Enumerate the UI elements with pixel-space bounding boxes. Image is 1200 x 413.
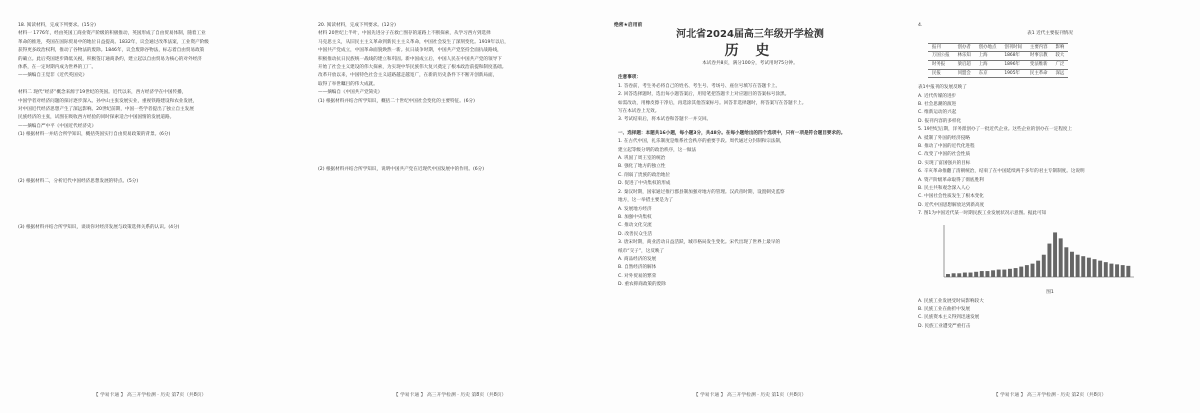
table-row [928,69,1068,78]
question-5 [918,126,1182,168]
question-line: A. 资产阶级革命取得了彻底胜利 [918,177,984,183]
table-cell: 时务报 [928,61,954,70]
material-line: ——摘编自严中平《中国近代经济史》 [18,123,97,129]
table-header-cell: 主要内容 [1026,43,1052,52]
exam-page-2 [900,0,1200,413]
option-line: C. 维新运动的兴起 [918,110,957,116]
question-line: A. 发展地方经济 [618,206,652,212]
material-line: ——摘编自王觉非《近代英国史》 [18,73,87,79]
question-line: 5. 19世纪后期，洋务派创办了一批近代企业。这些企业的创办在一定程度上 [918,127,1073,133]
bar [1064,247,1068,277]
option-line: D. 民族工业遭受严重打击 [918,323,971,329]
table-cell: 东京 [975,69,1001,78]
question-line: D. 实现了富国强兵的目标 [918,160,971,166]
question-20-sub2: (2) 根据材料并结合所学知识，说明中国共产党在近现代中国发展中的作用。(6分) [318,167,485,173]
material-line: 体系，在一定时期内成为世界的工厂。 [18,65,97,71]
question-4-text: 表1中报刊的发展反映了 [918,85,967,91]
table-cell: 同盟会 [954,69,975,78]
question-4-options [918,93,1182,127]
question-18-title: 18. 阅读材料，完成下列要求。(15分) [18,23,96,28]
reports-table [928,43,1068,78]
exam-page-1 [600,0,900,413]
question-20-title: 20. 阅读材料，完成下列要求。(12分) [318,23,396,28]
bar [1087,257,1091,276]
page-footer: 【 学易卡通 】 高三开学检测 · 历史 第7页（共8页） [93,392,207,398]
table-cell: 1896年 [1000,61,1026,70]
section-title: 一、选择题：本题共16小题，每小题3分，共48分。在每小题给出的四个选项中，只有一项是符合题目要求的。 [618,130,846,136]
question-line: B. 强化了地方的独立性 [618,164,666,170]
table-body [928,52,1068,78]
table-cell: 梁启超 [954,61,975,70]
bar [1008,269,1012,277]
question-18-sub1: (1) 根据材料一并结合所学知识，概括英国实行自由贸易政策的背景。(6分) [18,132,171,138]
question-line: A. 商品经济的发展 [618,256,657,262]
question-line: 3. 唐宋时期，商业活动日益活跃，城市格局发生变化。宋代出现了世界上最早的 [618,240,781,246]
page-footer: 【 学易卡通 】 高三开学检测 · 历史 第2页（共8页） [993,392,1107,398]
bar [1019,266,1023,276]
question-line: C. 削弱了贵族的政治地位 [618,172,671,178]
question-line: 建立起等级分明的政治秩序，这一做法 [618,147,697,153]
material-line: 材料 20世纪上半叶，中国先进分子在救亡图存的道路上不断探索，从学习西方到选择 [318,31,491,37]
bar [1121,265,1125,277]
material-line: 中国学者对经济问题的探讨逐步深入。孙中山主张发展实业，重视铁路建设和农业发展， [18,98,198,104]
table-cell: 民报 [928,69,954,78]
table-row [928,61,1068,70]
bar [1126,266,1130,277]
table-cell: 上海 [975,52,1001,61]
page-footer: 【 学易卡通 】 高三开学检测 · 历史 第1页（共8页） [693,392,807,398]
bar [1025,265,1029,277]
bar [957,273,961,277]
question-line: D. 改善民众生活 [618,231,653,237]
option-line: A. 近代传媒的进步 [918,93,957,99]
material-line: 对中国近代经济思想产生了深远影响。20世纪前期，中国一些学者提出了独立自主发展 [18,107,194,113]
exam-info: 本试卷共8页，满分100分，考试用时75分钟。 [702,61,798,66]
bar [1070,251,1074,276]
notice-title: 注意事项： [618,75,641,81]
bar [963,272,967,276]
table-cell: 1868年 [1000,52,1026,61]
question-7-options [918,298,1182,332]
material-line: 中国共产党成立，中国革命面貌焕然一新。抗日战争时期，中国共产党坚持全面抗战路线， [318,48,502,54]
bar [985,271,989,277]
question-2 [618,189,882,239]
question-line: A. 抵制了外国的经济侵略 [918,135,970,141]
bar [1059,238,1063,277]
bar [997,269,1001,276]
option-line: C. 民族资本主义得到迅速发展 [918,315,980,321]
bar [1076,254,1080,276]
bar [946,274,950,277]
material-line: 马克思主义，从旧民主主义革命到新民主主义革命，中国社会发生了深刻变化。1919年以后， [318,39,509,45]
exam-page-8 [300,0,600,413]
bar [1104,262,1108,277]
question-line: 地方，这一举措主要是为了 [618,198,674,204]
subject-title: 历 史 [724,43,776,59]
material-line: 取得了举世瞩目的伟大成就。 [318,81,378,87]
question-line: C. 中国社会性质发生了根本变化 [918,194,984,200]
material-line: 积极推动抗日民族统一战线的建立和巩固。新中国成立后，中国人民在中国共产党的领导下 [318,56,502,62]
material-line: 的确立。此后英国逐步降低关税，积极签订通商条约，建立起以自由贸易为核心的对外经济 [18,56,202,62]
exam-page-7 [0,0,300,413]
bar [1031,263,1035,276]
bar [1098,260,1102,276]
table-cell: 民主革命 [1026,69,1052,78]
bar [1014,268,1018,277]
question-line: B. 民主共和观念深入人心 [918,186,971,192]
material-line: 革命的推进，英国在国际贸易中的地位日益提高。1832年，议会通过改革法案，工业资产阶级 [18,39,209,45]
question-18-material [18,30,282,131]
notice-item: 写在本试卷上无效。 [618,109,660,115]
table-cell: 时事宗教 [1026,52,1052,61]
table-cell: 广泛 [1052,61,1069,70]
bar [991,270,995,277]
bar [1093,259,1097,277]
question-line: 2. 秦汉时期，国家通过推行郡县制加强对地方的管理。汉武帝时期，设置刺史监察 [618,189,785,195]
table-cell: 深远 [1052,69,1069,78]
industry-bar-chart [934,223,1134,283]
question-line: C. 改变了中国的社会性质 [918,152,971,158]
bar [1053,232,1057,277]
table-cell: 变法维新 [1026,61,1052,70]
material-line: 改革开放以来，中国特色社会主义道路越走越宽广，在新的历史条件下不断开创新局面， [318,73,498,79]
material-line: 开始了社会主义建设的伟大探索，为实现中华民族伟大复兴奠定了根本政治前提和制度基础。 [318,65,507,71]
bar [1002,269,1006,276]
question-line: 纸币“交子”，这反映了 [618,248,665,254]
question-line: D. 促进了中央集权的形成 [618,181,671,187]
notice-item: 2. 回答选择题时，选出每小题答案后，用铅笔把答题卡上对应题目的答案标号涂黑。 [618,92,790,98]
material-line [18,81,282,89]
table-header-cell: 创刊时间 [1000,43,1026,52]
bar [1047,243,1051,276]
bar [980,271,984,277]
table-cell: 上海 [975,61,1001,70]
question-line: B. 自然经济的解体 [618,265,657,271]
exam-title: 河北省2024届高三年级开学检测 [676,29,824,40]
bar [1036,260,1040,276]
secret-label: 绝密★启用前 [614,23,643,28]
table-header-cell: 报刊 [928,43,954,52]
question-line: C. 推动文化交流 [618,223,652,229]
question-20-material [318,30,582,97]
option-line: B. 民族工业在曲折中发展 [918,306,971,312]
table-header-cell: 创办地点 [975,43,1001,52]
bar [1042,254,1046,276]
question-line: 1. 在古代中国，礼乐制度是维系社会秩序的重要手段。周代通过分封制和宗法制， [618,139,785,145]
option-line: B. 社会思潮的演进 [918,102,957,107]
material-line: 民族经济的主张，试图在吸收西方经验的同时探索适合中国国情的发展道路。 [18,115,175,121]
question-3 [618,239,882,289]
question-1 [618,138,882,188]
table-header-cell: 创办者 [954,43,975,52]
notice-item: 如需改动，用橡皮擦干净后，再选涂其他答案标号。回答非选择题时，将答案写在答题卡上。 [618,100,807,106]
question-18-sub3: (3) 根据材料并结合所学知识，谈谈你对经济发展与政策选择关系的认识。(4分) [18,225,180,231]
bar [1115,264,1119,277]
notice-item: 3. 考试结束后，将本试卷和答题卡一并交回。 [618,117,712,123]
question-4-number: 4. [918,23,923,28]
bar [974,271,978,276]
table-cell: 万国公报 [928,52,954,61]
bar [1109,263,1113,276]
table-cell: 林乐知 [954,52,975,61]
question-line: D. 重农抑商政策的废除 [618,282,666,288]
table-header-row [928,43,1068,52]
question-6 [918,168,1182,210]
material-line: 材料一 1776年，经由英国工商业资产阶级的积极推动，英国形成了自由贸易体制，随着工业 [18,31,206,37]
chart-caption: 图1 [1046,290,1054,296]
question-line: D. 近代中国思想解放达到新高度 [918,202,985,208]
question-line: B. 加强中央集权 [618,214,652,220]
material-line: ——摘编自《中国共产党简史》 [318,90,383,96]
material-line: 材料二 现代“经济”概念来源于19世纪的英国。近代以来，西方经济学在中国传播， [18,90,187,96]
bar [969,272,973,276]
table-cell: 较大 [1052,52,1069,61]
table-header-cell: 影响 [1052,43,1069,52]
table-row [928,52,1068,61]
option-line: D. 报刊内容的多样化 [918,118,962,124]
table-title: 表1 近代主要报刊情况 [1027,31,1073,37]
question-line: 6. 辛亥革命推翻了清朝统治，结束了在中国延续两千多年的君主专制制度。这说明 [918,169,1085,175]
bar [1081,256,1085,277]
question-18-sub2: (2) 根据材料二，分析近代中国经济思想发展的特点。(5分) [18,178,139,184]
notice-list [618,83,882,125]
question-line: B. 推动了中国的近代化进程 [918,144,975,150]
question-line: C. 对外贸易的繁荣 [618,273,657,279]
question-line: A. 巩固了周王室的统治 [618,156,666,162]
material-line: 获得更多政治权利，推动了谷物法的废除。1846年，议会废除谷物法，标志着自由贸易政策 [18,48,205,54]
option-line: A. 民族工业发展受时局影响较大 [918,298,984,304]
page-footer: 【 学易卡通 】 高三开学检测 · 历史 第8页（共8页） [393,392,507,398]
notice-item: 1. 答卷前，考生务必将自己的姓名、考生号、考场号、座位号填写在答题卡上。 [618,83,781,89]
question-7-text: 7. 图1为中国近代某一时期民族工业发展状况示意图。据此可知 [918,211,1047,217]
question-20-sub1: (1) 根据材料并结合所学知识，概括二十世纪中国社会变化的主要特征。(6分) [318,98,475,104]
bar [952,273,956,277]
table-cell: 1905年 [1000,69,1026,78]
